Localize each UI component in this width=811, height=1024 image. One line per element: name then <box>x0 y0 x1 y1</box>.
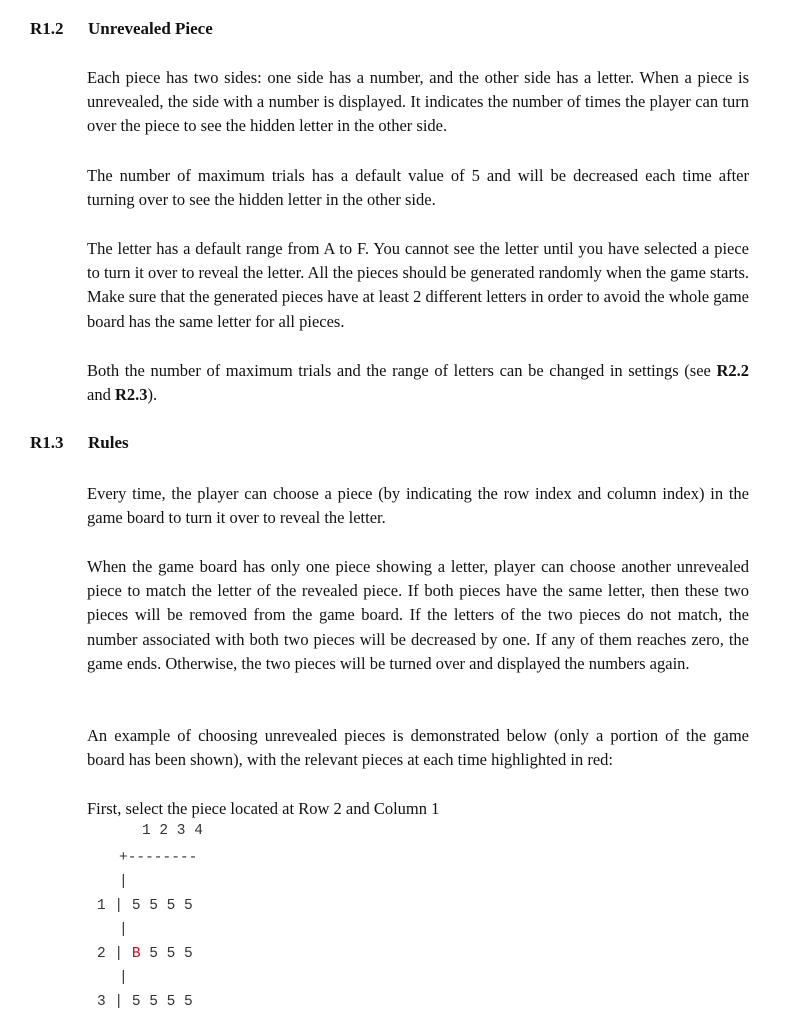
row-pieces: 5 5 5 5 <box>131 994 193 1010</box>
row-bar: | <box>114 898 124 914</box>
paragraph-piece-sides: Each piece has two sides: one side has a number, and the other side has a letter. When a piece is unrevealed, the side with a number is displayed. It indicates the number of times the player can turn over the piece to see the hidden letter in the other side. <box>87 68 749 136</box>
row-index: 3 <box>97 994 106 1010</box>
board-spacer-bar: | <box>119 922 128 938</box>
highlighted-piece: B <box>131 946 141 962</box>
board-column-header: 1 2 3 4 <box>142 823 203 839</box>
paragraph-letter-range: The letter has a default range from A to F. You cannot see the letter until you have selected a piece to turn it over to reveal the letter. All the pieces should be generated randomly when the game starts. Make sure that the generated pieces have at least 2 different letters in order to avoid the whole game board has the same letter for all pieces. <box>87 239 749 331</box>
section-title: Rules <box>88 433 129 452</box>
settings-text-and: and <box>87 385 115 405</box>
paragraph-max-trials: The number of maximum trials has a default value of 5 and will be decreased each time after turning over to see the hidden letter in the other side. <box>87 166 749 210</box>
paragraph-first-step: First, select the piece located at Row 2 and Column 1 <box>87 799 440 818</box>
paragraph-matching-rules: When the game board has only one piece showing a letter, player can choose another unrevealed piece to match the letter of the revealed piece. If both pieces have the same letter, then these two pieces will be removed from the game board. If the letters of the two pieces do not match, the number associated with both two pieces will be decreased by one. If any of them reaches zero, the game ends. Otherwise, the two pieces will be turned over and displayed the numbers again. <box>87 557 749 673</box>
paragraph-choose-piece: Every time, the player can choose a piece (by indicating the row index and column index) in the game board to turn it over to reveal the letter. <box>87 484 749 528</box>
section-number: R1.3 <box>30 433 64 452</box>
paragraph-example-intro: An example of choosing unrevealed pieces is demonstrated below (only a portion of the game board has been shown), with the relevant pieces at each time highlighted in red: <box>87 726 749 770</box>
board-top-border: +-------- <box>119 850 198 866</box>
section-number: R1.2 <box>30 19 64 38</box>
row-bar: | <box>114 946 124 962</box>
row-pieces: 5 5 5 5 <box>131 898 193 914</box>
row-bar: | <box>114 994 124 1010</box>
row-index: 2 <box>97 946 106 962</box>
reference-r2-2: R2.2 <box>716 361 749 380</box>
section-title: Unrevealed Piece <box>88 19 213 38</box>
section-heading-r1-2 <box>30 19 213 39</box>
settings-text-end: ). <box>147 385 158 405</box>
paragraph-settings <box>87 359 749 407</box>
board-row <box>97 947 193 962</box>
board-row <box>97 899 193 914</box>
reference-r2-3: R2.3 <box>114 385 148 405</box>
section-heading-r1-3 <box>30 433 129 453</box>
board-spacer-bar: | <box>119 874 128 890</box>
board-row <box>97 995 193 1010</box>
row-index: 1 <box>97 898 106 914</box>
row-pieces: 5 5 5 <box>149 946 193 962</box>
settings-text-start: Both the number of maximum trials and the range of letters can be changed in settings (see <box>87 361 717 380</box>
board-spacer-bar: | <box>119 970 128 986</box>
